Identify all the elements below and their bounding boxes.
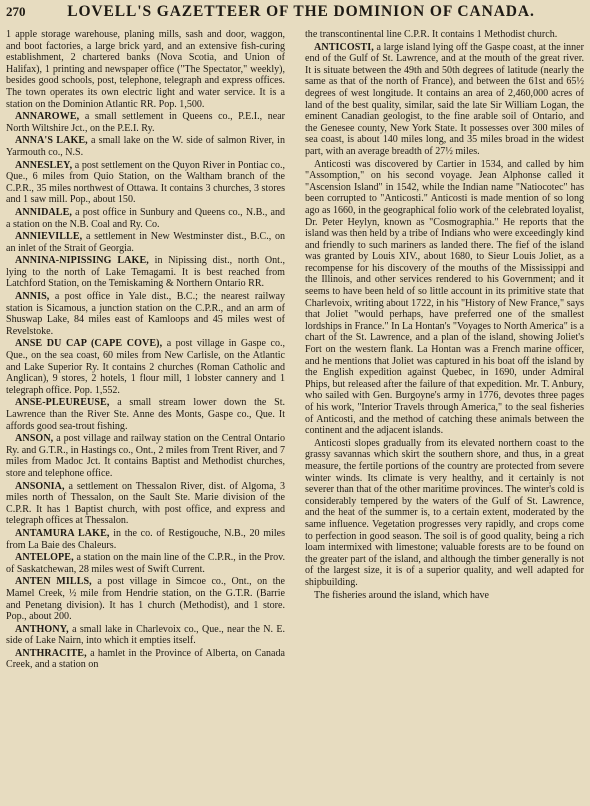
entry-headword: ANNESLEY, bbox=[15, 159, 73, 171]
entry-text: a small lake in Charlevoix co., Que., near the N. E. side of Lake Nairn, into which it empties itself. bbox=[6, 623, 285, 647]
entry-text: The fisheries around the island, which have bbox=[314, 589, 489, 601]
gazetteer-entry bbox=[305, 159, 584, 437]
page-number: 270 bbox=[6, 4, 26, 19]
page-header bbox=[6, 3, 584, 23]
entry-text: a post village in Simcoe co., Ont., on the Mamel Creek, ½ mile from Hendrie station, on the G.T.R. (Barrie and Penetang division). It has 1 church (Methodist), and 1 store. Pop., about 200. bbox=[6, 576, 285, 623]
entry-headword: ANNAROWE, bbox=[15, 111, 80, 123]
entry-text: in the co. of Restigouche, N.B., 20 miles from La Baie des Chaleurs. bbox=[6, 527, 285, 551]
gazetteer-entry bbox=[6, 255, 285, 290]
entry-text: a settlement in New Westminster dist., B.C., on an inlet of the Strait of Georgia. bbox=[6, 231, 285, 254]
entry-headword: ANTICOSTI, bbox=[314, 41, 374, 53]
left-column bbox=[6, 29, 285, 801]
entry-text: the transcontinental line C.P.R. It contains 1 Methodist church. bbox=[305, 29, 558, 40]
gazetteer-entry bbox=[6, 552, 285, 575]
entry-headword: ANTEN MILLS, bbox=[15, 576, 92, 588]
entry-text: a post village and railway station on the Central Ontario Ry. and G.T.R., in Hastings co., Ont., 2 miles from Trent River, and 7 miles from Madoc Jct. It contains Baptist and Methodist churches, store and telephone office. bbox=[6, 433, 285, 479]
entry-headword: ANNIS, bbox=[15, 291, 50, 303]
entry-headword: ANNIDALE, bbox=[15, 206, 73, 218]
entry-headword: ANNINA-NIPISSING LAKE, bbox=[15, 255, 149, 267]
entry-text: a small settlement in Queens co., P.E.I., near North Wiltshire Jct., on the P.E.I. Ry. bbox=[6, 111, 285, 134]
entry-text: a small lake on the W. side of salmon River, in Yarmouth co., N.S. bbox=[6, 135, 285, 158]
entry-text: a small stream lower down the St. Lawrence than the River Ste. Anne des Monts, Gaspe co., Que. It affords good sea-trout fishing. bbox=[6, 397, 285, 432]
entry-headword: ANTAMURA LAKE, bbox=[15, 527, 110, 539]
right-column bbox=[305, 29, 584, 801]
gazetteer-entry bbox=[6, 481, 285, 527]
entry-headword: ANNA'S LAKE, bbox=[15, 135, 88, 147]
entry-text: a settlement on Thessalon River, dist. of Algoma, 3 miles north of Thessalon, on the Sault Ste. Marie division of the C.P.R. It has 1 Baptist church, with post office, and express and telegraph offices at Thessalon. bbox=[6, 480, 285, 527]
entry-headword: ANNIEVILLE, bbox=[15, 231, 83, 243]
gazetteer-entry bbox=[6, 528, 285, 551]
entry-headword: ANTELOPE, bbox=[15, 552, 74, 564]
entry-text: 1 apple storage warehouse, planing mills, sash and door, waggon, and boot factories, a large brick yard, and an extensive fish-curing establishment, 2 chartered banks (Nova Scotia, and Union of Halifax), 1 printing and newspaper office ("The Spectator," weekly), besides good schools, post, telephone, telegraph and express offices. The town operates its own electric light and water service. It is a station on the Dominion Atlantic RR. Pop. 1,500. bbox=[6, 29, 285, 110]
entry-text: Anticosti was discovered by Cartier in 1534, and called by him "Assomption," on his second voyage. Jean Alphonse called it "Ascension Island" in 1542, while the Indian name "Natiocotec" has been corrupted to "Anticosti." Anticosti is made mention of so long ago as 1660, in the geographical folio work of the celebrated loyalist, Dr. Peter Heylyn, known as "Cosmographia." He reports that the island was then held by a tribe of Indians who were exceedingly kind and friendly to such mariners as landed there. The fief of the island was granted by Louis XIV., about 1680, to Sieur Louis Joliet, as a recompense for his discovery of the mouths of the Mississippi and the Illinois, and other services rendered to his Government; and it seems to have been held of so little account in its primitive state that Charlevoix, writing about 1722, in his "History of New France," says that Joliet "would perhaps, have preferred one of the smallest lordships in France." In La Hontan's "Voyages to North America" is a chart of the St. Lawrence, and a plan of the island, showing Joliet's Fort on the western flank. La Hontan was a French marine officer, and he mentions that Joliet was captured in his boat off the island by the English expedition against Quebec, in 1690, under Admiral Phips, but released after the failure of that expedition. Mr. T. Anbury, who sailed with Gen. Burgoyne's army in 1776, devotes three pages of his work, "Interior Travels through America," to the seal fisheries of Anticosti, and the method of catching these animals between the continent and the adjacent islands. bbox=[305, 158, 584, 437]
gazetteer-entry bbox=[305, 42, 584, 158]
gazetteer-entry bbox=[6, 160, 285, 206]
entry-headword: ANTHONY, bbox=[15, 623, 69, 635]
entry-text: a post office in Sunbury and Queens co., N.B., and a station on the N.B. Coal and Ry. Co. bbox=[6, 206, 285, 230]
entry-text: a post village in Gaspe co., Que., on the sea coast, 60 miles from New Carlisle, on the Atlantic and Lake Superior Ry. It contains 2 churches (Roman Catholic and Anglican), 9 stores, 2 hotels, 1 flour mill, 1 lobster cannery and 1 telegraph office. Pop. 1,552. bbox=[6, 338, 285, 396]
gazetteer-entry bbox=[6, 624, 285, 647]
entry-headword: ANTHRACITE, bbox=[15, 647, 87, 659]
gazetteer-entry bbox=[6, 338, 285, 396]
entry-text: a post settlement on the Quyon River in Pontiac co., Que., 6 miles from Quio Station, on the Waltham branch of the C.P.R., 35 miles northwest of Ottawa. It contains 3 churches, 3 stores and 1 saw mill. Pop., about 150. bbox=[6, 159, 285, 206]
gazetteer-entry bbox=[6, 648, 285, 671]
entry-text: a station on the main line of the C.P.R., in the Prov. of Saskatchewan, 28 miles west of Swift Current. bbox=[6, 552, 285, 575]
entry-headword: ANSE-PLEUREUSE, bbox=[15, 397, 110, 409]
gazetteer-entry bbox=[6, 291, 285, 337]
entry-text: in Nipissing dist., north Ont., lying to the north of Lake Temagami. It is best reached from Latchford Station, on the Temiskaming & Northern Ontario RR. bbox=[6, 255, 285, 290]
gazetteer-entry bbox=[6, 29, 285, 110]
entry-headword: ANSE DU CAP (CAPE COVE), bbox=[15, 338, 163, 350]
gazetteer-entry bbox=[6, 135, 285, 158]
entry-headword: ANSONIA, bbox=[15, 480, 65, 492]
gazetteer-entry bbox=[305, 29, 584, 41]
entry-text: Anticosti slopes gradually from its elevated northern coast to the grassy savannas which skirt the southern shore, and thus, in a great measure, the fertile portions of the country are protected from severe winter winds. Its climate is very healthy, and it certainly is not severer than that of the other maritime provinces. The winter's cold is considerably tempered by the waters of the Gulf of St. Lawrence, and the heat of the summer is, to a certain extent, moderated by the same influence. Vegetation progresses very rapidly, and crops come to perfection in good season. The soil is of good quality, being a rich loam intermixed with limestone; valuable forests are to be found on the greater part of the island, and although the timber generally is not of the largest size, it is of a superior quality, and well adapted for shipbuilding. bbox=[305, 437, 584, 588]
gazetteer-entry bbox=[6, 207, 285, 230]
gazetteer-entry bbox=[6, 231, 285, 254]
gazetteer-entry bbox=[6, 111, 285, 134]
entry-text: a large island lying off the Gaspe coast, at the inner end of the Gulf of St. Lawrence, and at the mouth of the great river. It is situate between the 49th and 50th degrees of latitude (nearly the same as that of the north of France), and between the 61st and 65½ degrees of west longitude. It contains an area of 2,460,000 acres of land of the best quality, similar, said the late Sir William Logan, the eminent Canadian geologist, to the fine arable soil of Ontario, and the Genesee county, New York State. It possesses over 300 miles of sea coast, is about 140 miles long, and 35 miles broad in the widest part, with an average breadth of 27½ miles. bbox=[305, 41, 584, 157]
entry-text: a hamlet in the Province of Alberta, on Canada Creek, and a station on bbox=[6, 647, 285, 671]
running-title: LOVELL'S GAZETTEER OF THE DOMINION OF CANADA. bbox=[67, 3, 535, 20]
entry-text: a post office in Yale dist., B.C.; the nearest railway station is Sicamous, a junction station on the C.P.R., and an arm of Shuswap Lake, 84 miles east of Kamloops and 45 miles west of Revelstoke. bbox=[6, 291, 285, 337]
gazetteer-entry bbox=[6, 397, 285, 432]
gazetteer-entry bbox=[305, 590, 584, 602]
entry-headword: ANSON, bbox=[15, 433, 54, 445]
gazetteer-entry bbox=[6, 433, 285, 479]
gazetteer-entry bbox=[305, 438, 584, 589]
gazetteer-entry bbox=[6, 576, 285, 622]
